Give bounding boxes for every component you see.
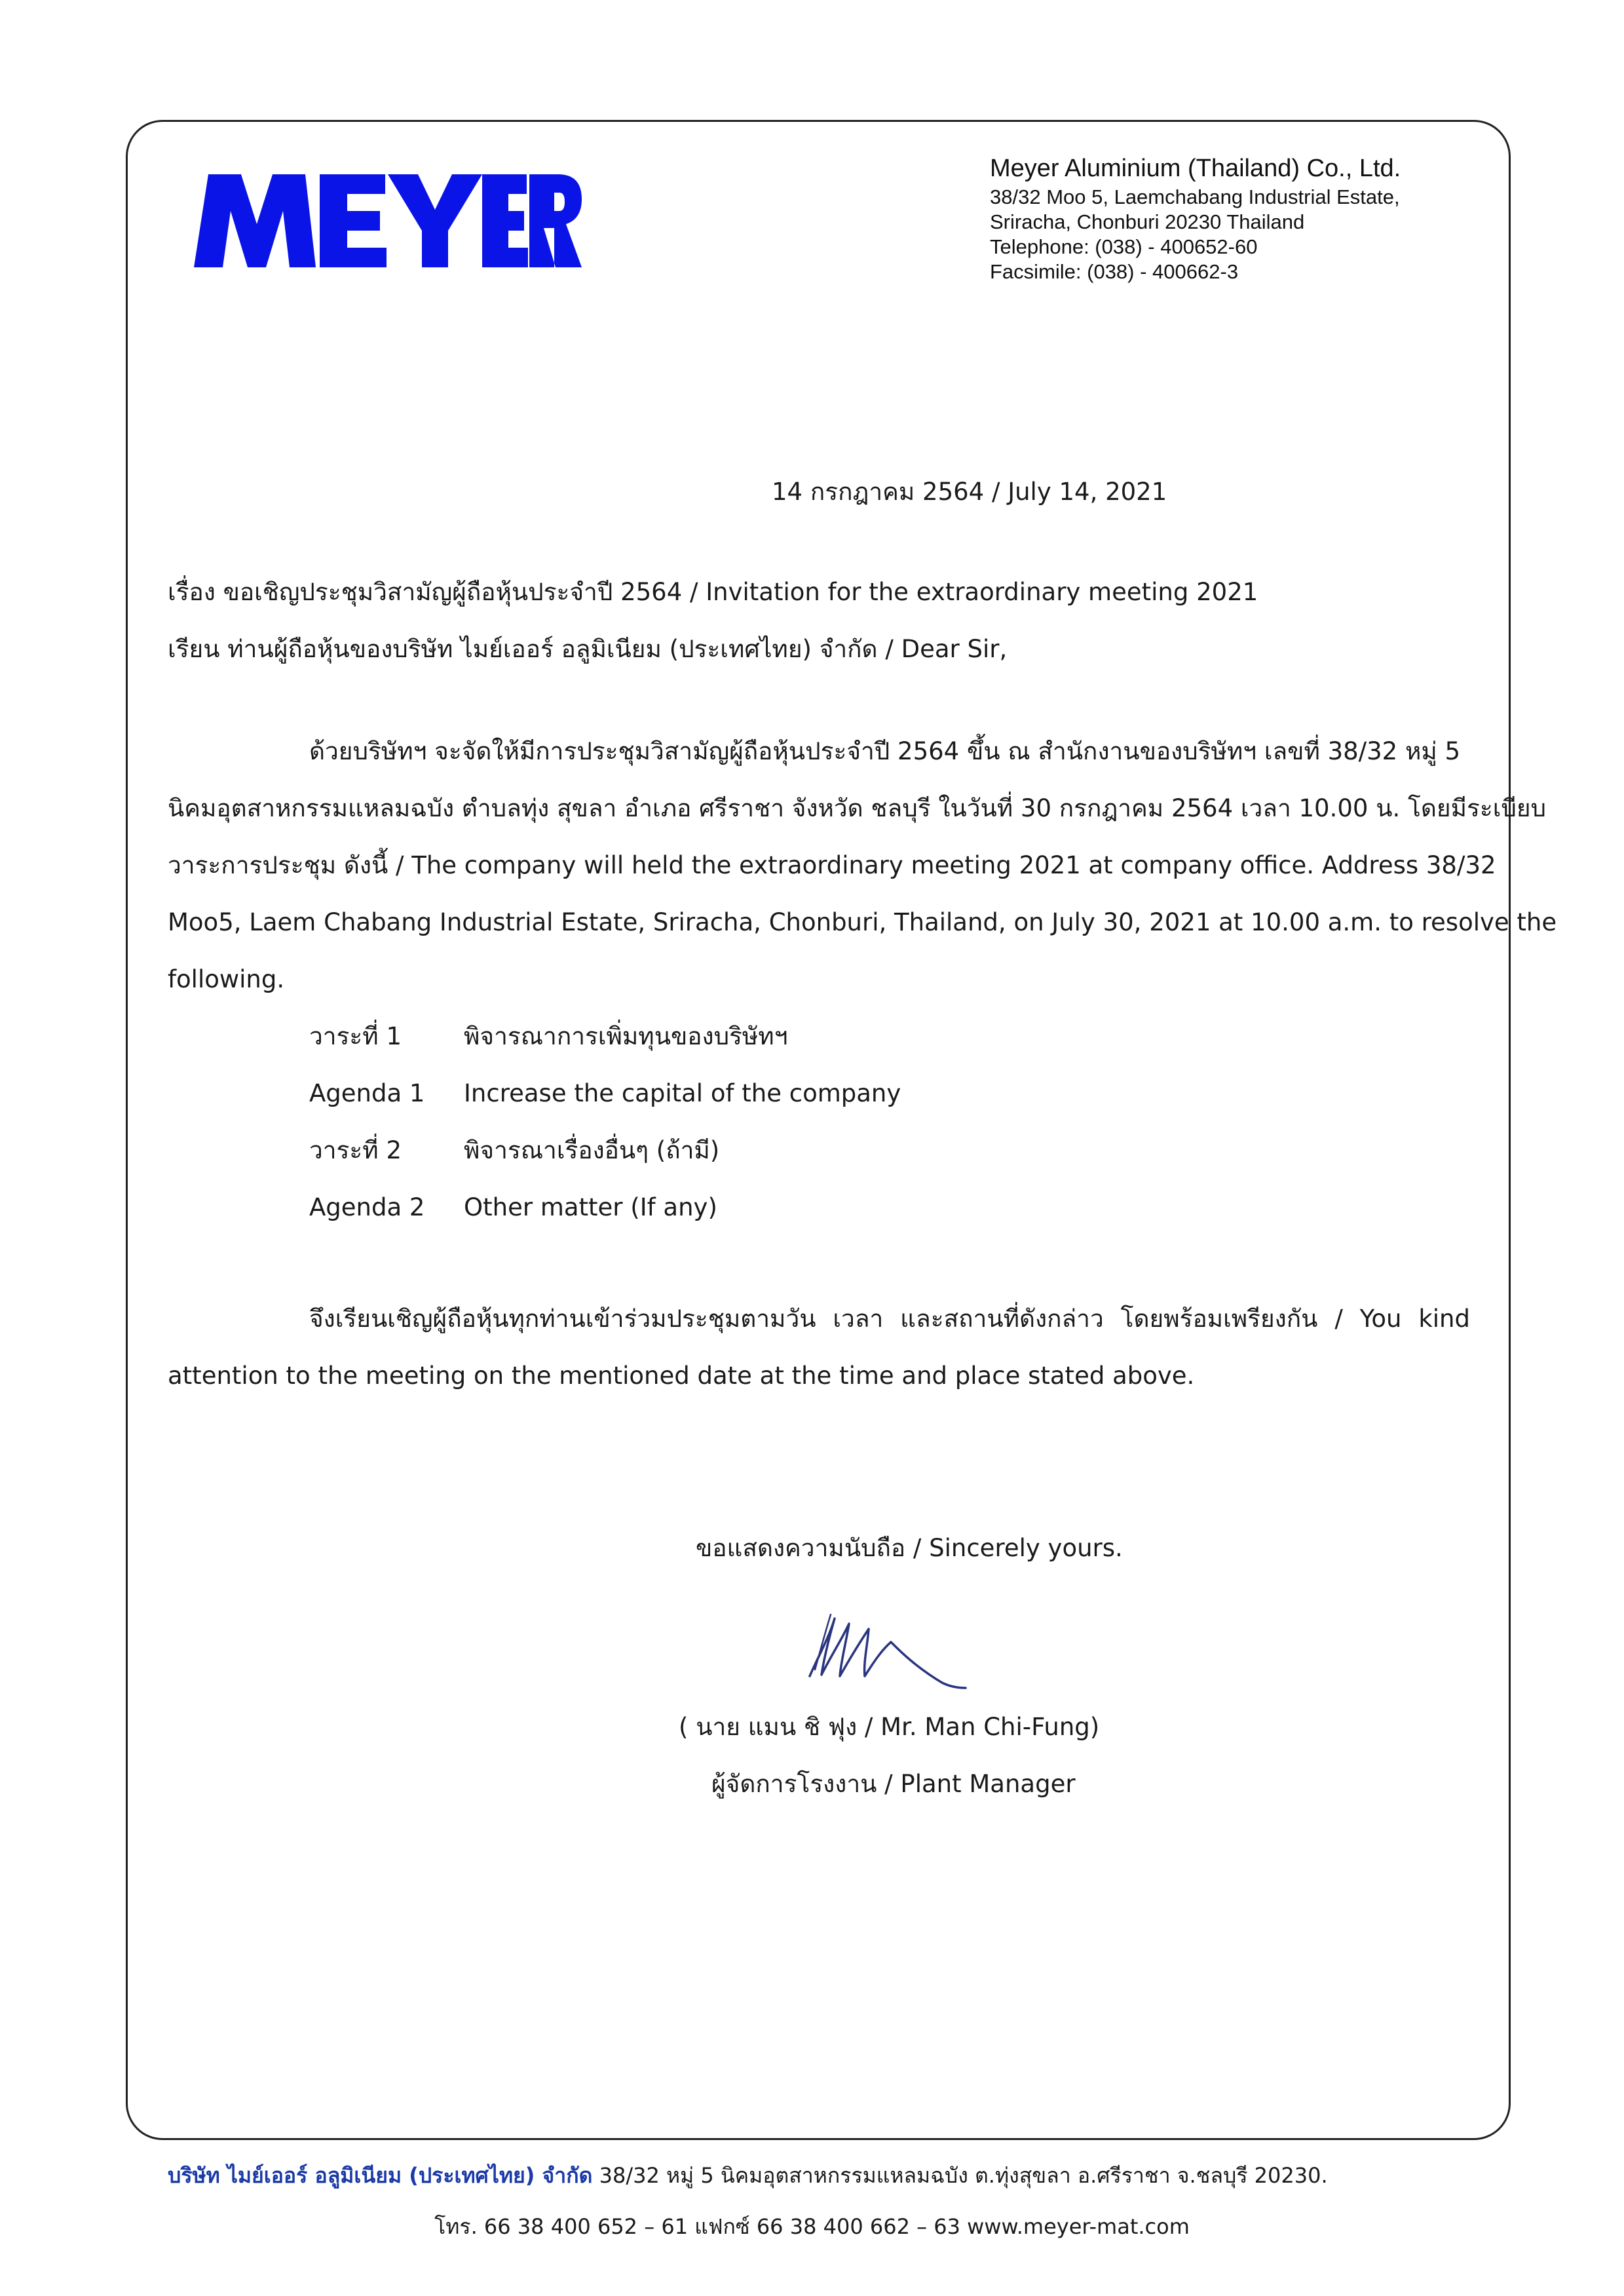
agenda-item-1-th: พิจารณาการเพิ่มทุนของบริษัทฯ xyxy=(464,1022,788,1050)
letter-date: 14 กรกฎาคม 2564 / July 14, 2021 xyxy=(772,478,1167,506)
company-name: Meyer Aluminium (Thailand) Co., Ltd. xyxy=(990,155,1401,182)
footer-contact: โทร. 66 38 400 652 – 61 แฟกซ์ 66 38 400 662 – 63 www.meyer-mat.com xyxy=(434,2214,1190,2239)
footer-address xyxy=(168,2161,1328,2190)
body-line-5: following. xyxy=(168,965,285,993)
agenda-key-1-th: วาระที่ 1 xyxy=(309,1022,402,1050)
telephone: Telephone: (038) - 400652-60 xyxy=(990,235,1258,258)
body-line-3: วาระการประชุม ดังนี้ / The company will held the extraordinary meeting 2021 at company office. Address 38/32 xyxy=(168,851,1496,879)
meyer-logo xyxy=(194,169,582,270)
signatory-name: ( นาย แมน ชิ ฟุง / Mr. Man Chi-Fung) xyxy=(679,1713,1100,1741)
agenda-item-2-en: Other matter (If any) xyxy=(464,1193,717,1221)
footer-address-text: 38/32 หมู่ 5 นิคมอุตสาหกรรมแหลมฉบัง ต.ทุ่งสุขลา อ.ศรีราชา จ.ชลบุรี 20230. xyxy=(592,2163,1328,2188)
body-line-1: ด้วยบริษัทฯ จะจัดให้มีการประชุมวิสามัญผู้ถือหุ้นประจำปี 2564 ขึ้น ณ สำนักงานของบริษัทฯ เลขที่ 38/32 หมู่ 5 xyxy=(309,737,1461,765)
closing-line-1: จึงเรียนเชิญผู้ถือหุ้นทุกท่านเข้าร่วมประชุมตามวัน เวลา และสถานที่ดังกล่าว โดยพร้อมเพรียงกัน / You kind xyxy=(309,1305,1470,1333)
agenda-key-2-en: Agenda 2 xyxy=(309,1193,425,1221)
letter-subject: เรื่อง ขอเชิญประชุมวิสามัญผู้ถือหุ้นประจำปี 2564 / Invitation for the extraordinary meeting 2021 xyxy=(168,578,1258,606)
body-line-4: Moo5, Laem Chabang Industrial Estate, Sriracha, Chonburi, Thailand, on July 30, 2021 at 10.00 a.m. to resolve the xyxy=(168,908,1557,936)
agenda-key-2-th: วาระที่ 2 xyxy=(309,1136,402,1164)
address-line-1: 38/32 Moo 5, Laemchabang Industrial Estate, xyxy=(990,185,1400,208)
facsimile: Facsimile: (038) - 400662-3 xyxy=(990,260,1239,283)
signature xyxy=(778,1599,968,1691)
letter-recipient: เรียน ท่านผู้ถือหุ้นของบริษัท ไมย์เออร์ อลูมิเนียม (ประเทศไทย) จำกัด / Dear Sir, xyxy=(168,635,1008,663)
address-line-2: Sriracha, Chonburi 20230 Thailand xyxy=(990,210,1305,233)
footer-company-name: บริษัท ไมย์เออร์ อลูมิเนียม (ประเทศไทย) จำกัด xyxy=(168,2163,593,2188)
signoff: ขอแสดงความนับถือ / Sincerely yours. xyxy=(696,1534,1123,1562)
company-address-block xyxy=(990,152,1401,284)
agenda-key-1-en: Agenda 1 xyxy=(309,1079,425,1107)
closing-line-2: attention to the meeting on the mentioned date at the time and place stated above. xyxy=(168,1362,1195,1390)
agenda-item-1-en: Increase the capital of the company xyxy=(464,1079,901,1107)
agenda-item-2-th: พิจารณาเรื่องอื่นๆ (ถ้ามี) xyxy=(464,1136,720,1164)
body-line-2: นิคมอุตสาหกรรมแหลมฉบัง ตำบลทุ่ง สุขลา อำเภอ ศรีราชา จังหวัด ชลบุรี ในวันที่ 30 กรกฎาคม 2564 เวลา 10.00 น. โดยมีระเบียบ xyxy=(168,794,1547,822)
letter-border xyxy=(126,120,1557,2140)
signatory-title: ผู้จัดการโรงงาน / Plant Manager xyxy=(711,1770,1076,1798)
